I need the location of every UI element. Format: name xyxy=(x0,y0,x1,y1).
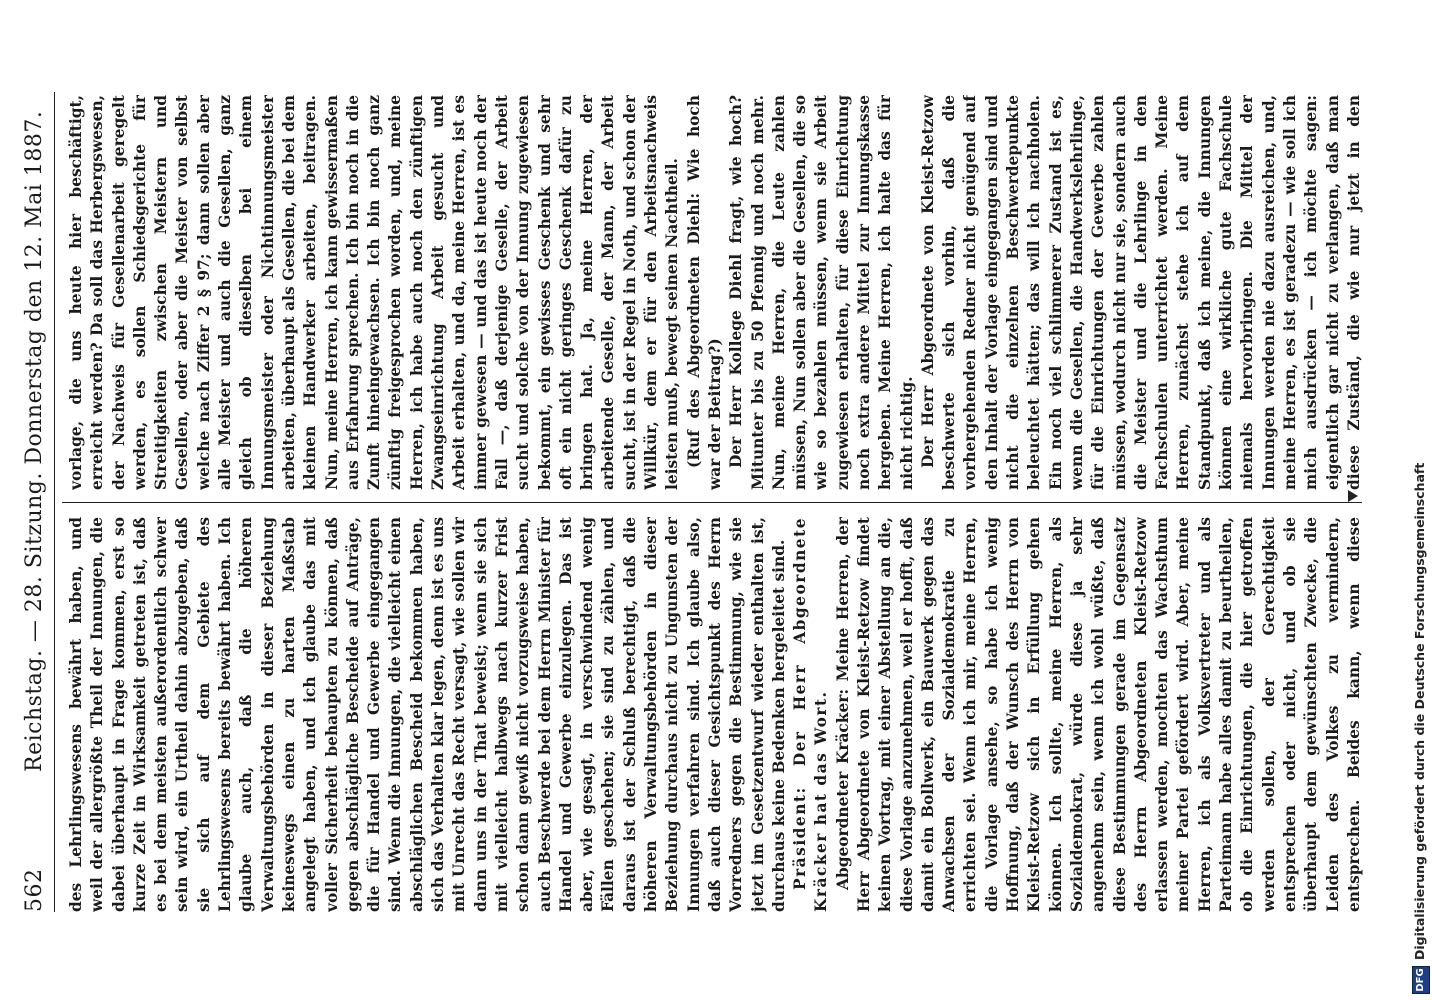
page-header xyxy=(18,112,52,912)
running-title: Reichstag. — 28. Sitzung. Donnerstag den 12. Mai 1887. xyxy=(22,110,47,772)
footer xyxy=(1412,0,1430,1000)
paragraph: Der Herr Abgeordnete von Kleist-Retzow beschwerte sich vorhin, daß die vorhergehenden Redner nicht genügend auf den Inhalt der Vorlage eingegangen sind und nicht die einzelnen Beschwerdepunkte beleuchtet hätten; das will ich nachholen. Ein noch viel schlimmerer Zustand ist es, wenn die Gesellen, die Handwerkslehrlinge, für die Einrichtungen der Gewerbe zahlen müssen, wodurch nicht nur sie, sondern auch die Meister und die Lehrlinge in den Fachschulen unterrichtet werden. Meine Herren, zunächst stehe ich auf dem Standpunkt, daß ich meine, die Innungen können eine wirkliche gute Fachschule niemals hervorbringen. Die Mittel der Innungen werden nie dazu ausreichen, und, meine Herren, es ist geradezu — wie soll ich mich ausdrücken — ich möchte sagen: eigentlich gar nicht zu verlangen, daß man diese Zuständ, die wie nur jetzt in den xyxy=(918,95,1363,490)
right-column xyxy=(66,95,1366,490)
left-column xyxy=(66,517,1366,912)
paragraph: (Ruf des Abgeordneten Diehl: Wie hoch war der Beitrag?) xyxy=(684,95,724,490)
digitization-credit: Digitalisierung gefördert durch die Deutsche Forschungsgemeinschaft xyxy=(1412,462,1427,960)
paragraph: des Lehrlingswesens bewährt haben, und weil der allergrößte Theil der Innungen, die dabei überhaupt in Frage kommen, erst so kurze Zeit in Wirksamkeit getreten ist, daß es bei dem meisten außerordentlich schwer sein wird, ein Urtheil dahin abzugeben, daß sie sich auf dem Gebiete des Lehrlingswesens bereits bewährt haben. Ich glaube auch, daß die höheren Verwaltungsbehörden in dieser Beziehung keineswegs einen zu harten Maßstab angelegt haben, und ich glaube das mit voller Sicherheit behaupten zu können, daß gegen abschlägliche Bescheide auf Anträge, die für Handel und Gewerbe eingegangen sind. Wenn die Innungen, die vielleicht einen abschläglichen Bescheid bekommen haben, sich das Verhalten klar legen, denn ist es uns mit Unrecht das Recht versagt, wie sollen wir dann uns in der That beweist; wenn sie sich mit vielleicht halbwegs nach kurzer Frist schon dann gewiß nicht vorzugsweise haben, auch Beschwerde bei dem Herrn Minister für Handel und Gewerbe einzulegen. Das ist aber, wie gesagt, in verschwindend wenig Fällen geschehen; sie sind zu zählen, und daraus ist der Schluß berechtigt, daß die höheren Verwaltungsbehörden in dieser Beziehung durchaus nicht zu Ungunsten der Innungen verfahren sind. Ich glaube also, daß auch dieser Gesichtspunkt des Herrn Vorredners gegen die Bestimmung, wie sie jetzt im Gesetzentwurf wieder enthalten ist, durchaus keine Bedenken hergeleitet sind. xyxy=(67,517,788,912)
paragraph: vorlage, die uns heute hier beschäftigt, erreicht werden? Da soll das Herbergswesen, der Nachweis für Gesellenarbeit geregelt werden, es sollen Schiedsgerichte für Streitigkeiten zwischen Meistern und Gesellen, oder aber die Meister von selbst welche nach Ziffer 2 § 97; dann sollen aber alle Meister und auch die Gesellen, ganz gleich ob dieselben bei einem Innungsmeister oder Nichtinnungsmeister arbeiten, überhaupt als Gesellen, die bei dem kleinen Handwerker arbeiten, beitragen. Nun, meine Herren, ich kann gewissermaßen aus Erfahrung sprechen. Ich bin noch in die Zunft hineingewachsen. Ich bin noch ganz zünftig freigesprochen worden, und, meine Herren, ich habe auch noch den zünftigen Zwangseinrichtung Arbeit gesucht und Arbeit erhalten, und da, meine Herren, ist es immer gewesen — und das ist heute noch der Fall —, daß derjenige Geselle, der Arbeit sucht und solche von der Innung zugewiesen bekommt, ein gewisses Geschenk und sehr oft ein nicht geringes Geschenk dafür zu bringen hat. Ja, meine Herren, der arbeitende Geselle, der Mann, der Arbeit sucht, ist in der Regel in Noth, und schon der Willkür, dem er für den Arbeitsnachweis leisten muß, bewegt seinen Nachtheil. xyxy=(67,95,682,490)
column-divider xyxy=(62,502,1362,503)
header-rule xyxy=(54,92,55,912)
dfg-logo-icon: DFG xyxy=(1412,966,1430,994)
column-marker-arrow xyxy=(1348,490,1358,502)
paragraph: Präsident: Der Herr Abgeordnete Kräcker hat das Wort. xyxy=(791,517,831,912)
paragraph: Der Herr Kollege Diehl fragt, wie hoch? Mitunter bis zu 50 Pfennig und noch mehr. Nun, meine Herren, die Leute zahlen müssen, Nun sollen aber die Gesellen, die so wie so bezahlen müssen, wenn sie Arbeit zugewiesen erhalten, für diese Einrichtung noch extra andere Mittel zur Innungskasse hergeben. Meine Herren, ich halte das für nicht richtig. xyxy=(727,95,916,490)
paragraph: Abgeordneter Kräcker: Meine Herren, der Herr Abgeordnete von Kleist-Retzow findet keinen Vortrag, mit einer Abstellung an die, diese Vorlage anzunehmen, weil er hofft, daß damit ein Bollwerk, ein Bauwerk gegen das Anwachsen der Sozialdemokratie zu errichten sei. Wenn ich mir, meine Herren, die Vorlage ansehe, so habe ich wenig Hoffnung, daß der Wunsch des Herrn von Kleist-Retzow sich in Erfüllung gehen können. Ich sollte, meine Herren, als Sozialdemokrat, würde diese ja sehr angenehm sein, wenn ich wohl wüßte, daß diese Bestimmungen gerade im Gegensatz des Herrn Abgeordneten Kleist-Retzow erlassen werden, mochten das Wachsthum meiner Partei gefördert wird. Aber, meine Herren, ich als Volksvertreter und als Parteimann habe alles damit zu beurtheilen, ob die Einrichtungen, die hier getroffen werden sollen, der Gerechtigkeit entsprechen oder nicht, und ob sie überhaupt dem gewünschten Zwecke, die Leiden des Volkes zu vermindern, entsprechen. Beides kann, wenn diese xyxy=(833,517,1363,912)
page-number: 562 xyxy=(22,868,47,912)
